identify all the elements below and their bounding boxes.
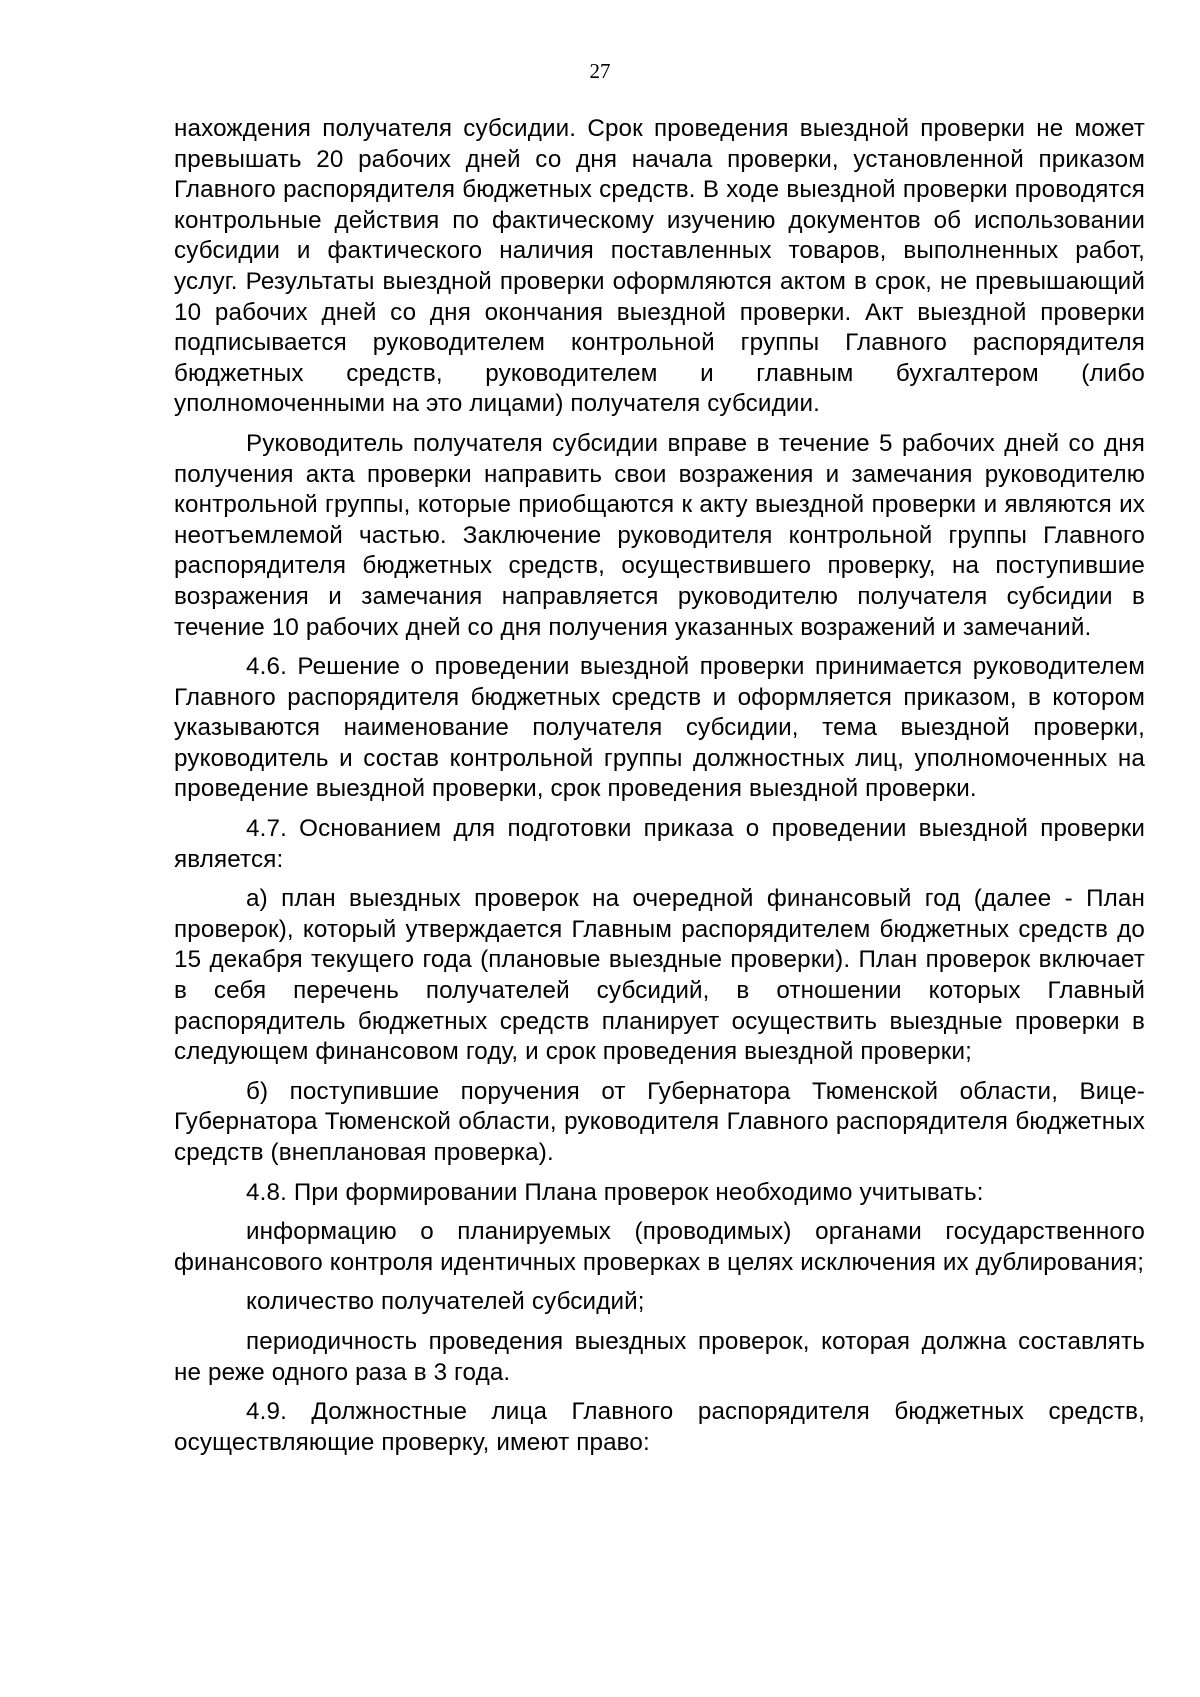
paragraph-4-6: 4.6. Решение о проведении выездной проверки принимается руководителем Главного распорядителя бюджетных средств и оформляется приказом, в котором указываются наименование получателя субсидии, тема выездной проверки, руководитель и состав контрольной группы должностных лиц, уполномоченных на проведение выездной проверки, срок проведения выездной проверки. xyxy=(174,653,1145,803)
paragraph-4-7-b: б) поступившие поручения от Губернатора Тюменской области, Вице-Губернатора Тюменской области, руководителя Главного распорядителя бюджетных средств (внеплановая проверка). xyxy=(174,1077,1145,1166)
paragraph-4-8-item-3: периодичность проведения выездных проверок, которая должна составлять не реже одного раза в 3 года. xyxy=(174,1327,1145,1386)
paragraph-4-9: 4.9. Должностные лица Главного распорядителя бюджетных средств, осуществляющие проверку, имеют право: xyxy=(174,1398,1145,1456)
paragraph-objections: Руководитель получателя субсидии вправе в течение 5 рабочих дней со дня получения акта проверки направить свои возражения и замечания руководителю контрольной группы, которые приобщаются к акту выездной проверки и являются их неотъемлемой частью. Заключение руководителя контрольной группы Главного распорядителя бюджетных средств, осуществившего проверку, на поступившие возражения и замечания направляется руководителю получателя субсидии в течение 10 рабочих дней со дня получения указанных возражений и замечаний. xyxy=(174,429,1145,641)
paragraph-continuation: нахождения получателя субсидии. Срок проведения выездной проверки не может превышать 20 рабочих дней со дня начала проверки, установленной приказом Главного распорядителя бюджетных средств. В ходе выездной проверки проводятся контрольные действия по фактическому изучению документов об использовании субсидии и фактического наличия поставленных товаров, выполненных работ, услуг. Результаты выездной проверки оформляются актом в срок, не превышающий 10 рабочих дней со дня окончания выездной проверки. Акт выездной проверки подписывается руководителем контрольной группы Главного распорядителя бюджетных средств, руководителем и главным бухгалтером (либо уполномоченными на это лицами) получателя субсидии. xyxy=(174,115,1145,418)
paragraph-4-8-item-1: информацию о планируемых (проводимых) органами государственного финансового контроля идентичных проверках в целях исключения их дублирования; xyxy=(174,1218,1145,1276)
paragraph-4-7: 4.7. Основанием для подготовки приказа о проведении выездной проверки является: xyxy=(174,815,1145,873)
paragraph-4-8: 4.8. При формировании Плана проверок необходимо учитывать: xyxy=(246,1178,984,1206)
page-number: 27 xyxy=(589,59,611,83)
paragraph-4-8-item-2: количество получателей субсидий; xyxy=(246,1288,645,1316)
document-body xyxy=(174,114,1145,1467)
paragraph-4-7-a: а) план выездных проверок на очередной финансовый год (далее - План проверок), который утверждается Главным распорядителем бюджетных средств до 15 декабря текущего года (плановые выездные проверки). План проверок включает в себя перечень получателей субсидий, в отношении которых Главный распорядитель бюджетных средств планирует осуществить выездные проверки в следующем финансовом году, и срок проведения выездной проверки; xyxy=(174,885,1145,1066)
